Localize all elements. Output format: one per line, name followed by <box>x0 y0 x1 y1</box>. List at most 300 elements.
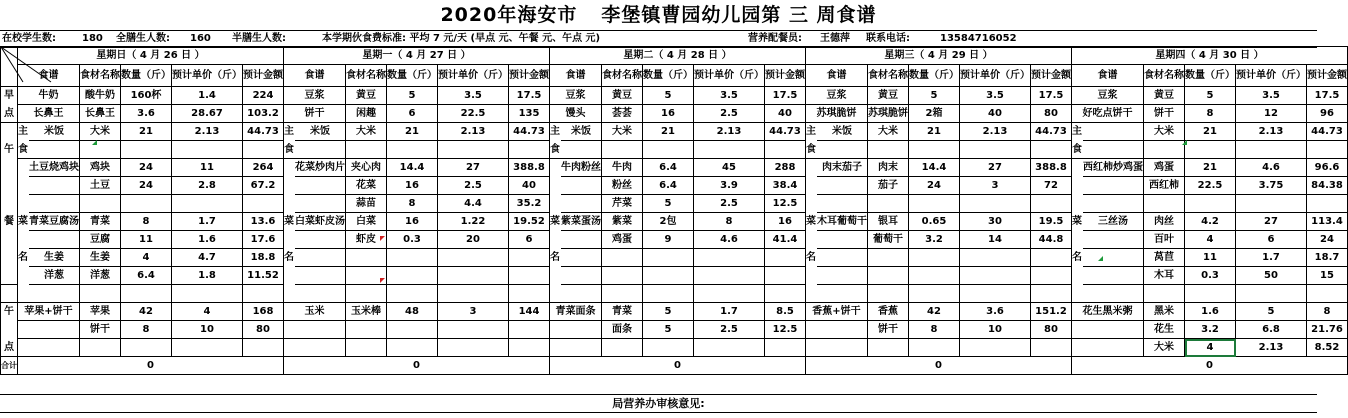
food-name[interactable] <box>1083 231 1144 249</box>
ingredient[interactable] <box>868 339 909 357</box>
food-name[interactable]: 豆浆 <box>284 87 346 105</box>
quantity[interactable]: 11 <box>121 231 172 249</box>
ingredient[interactable]: 黑米 <box>1144 303 1185 321</box>
section-lunch-bottom[interactable] <box>1 267 18 285</box>
amount[interactable]: 96 <box>1307 105 1348 123</box>
ingredient[interactable]: 青菜 <box>80 213 121 231</box>
quantity[interactable]: 2包 <box>643 213 694 231</box>
quantity[interactable]: 3.2 <box>909 231 960 249</box>
quantity[interactable]: 6.4 <box>121 267 172 285</box>
quantity[interactable]: 4 <box>121 249 172 267</box>
day-header-0[interactable]: 星期日（ 4 月 26 日 ） <box>18 47 284 65</box>
ingredient[interactable]: 长鼻王 <box>80 105 121 123</box>
unit-price[interactable]: 2.13 <box>172 123 243 141</box>
amount[interactable]: 44.73 <box>1031 123 1072 141</box>
amount[interactable] <box>509 321 550 339</box>
food-name[interactable]: 牛肉粉丝 <box>561 159 602 177</box>
unit-price[interactable]: 22.5 <box>438 105 509 123</box>
section-snack-mid[interactable] <box>1 321 18 339</box>
header-qty[interactable]: 数量（斤） <box>643 65 694 87</box>
sub-label[interactable]: 菜 <box>806 213 817 231</box>
unit-price[interactable] <box>438 249 509 267</box>
quantity[interactable] <box>1185 285 1236 303</box>
quantity[interactable] <box>643 285 694 303</box>
ingredient[interactable] <box>868 267 909 285</box>
quantity[interactable]: 21 <box>121 123 172 141</box>
sub-label-empty[interactable] <box>550 267 561 285</box>
amount[interactable]: 113.4 <box>1307 213 1348 231</box>
unit-price[interactable] <box>438 321 509 339</box>
food-name[interactable]: 香蕉+饼干 <box>806 303 868 321</box>
header-ingredient[interactable]: 食材名称 <box>80 65 121 87</box>
sub-label-empty[interactable] <box>806 177 817 195</box>
food-name[interactable]: 花生黑米粥 <box>1072 303 1144 321</box>
day-total[interactable]: 0 <box>1072 357 1348 375</box>
food-name[interactable]: 肉末茄子 <box>817 159 868 177</box>
quantity[interactable] <box>643 267 694 285</box>
quantity[interactable] <box>387 339 438 357</box>
food-name[interactable] <box>18 339 80 357</box>
selected-cell[interactable]: 4 <box>1185 339 1236 357</box>
ingredient[interactable]: 面条 <box>602 321 643 339</box>
quantity[interactable]: 8 <box>909 321 960 339</box>
header-food[interactable]: 食谱 <box>806 65 868 87</box>
amount[interactable] <box>509 141 550 159</box>
header-price[interactable]: 预计单价（斤） <box>172 65 243 87</box>
food-name[interactable] <box>29 285 80 303</box>
quantity[interactable]: 24 <box>909 177 960 195</box>
section-lunch-end[interactable] <box>1 285 18 303</box>
sub-label-empty[interactable] <box>284 177 295 195</box>
food-name[interactable] <box>284 339 346 357</box>
amount[interactable]: 12.5 <box>765 321 806 339</box>
day-header-1[interactable]: 星期一（ 4 月 27 日 ） <box>284 47 550 65</box>
amount[interactable]: 16 <box>765 213 806 231</box>
ingredient[interactable] <box>346 141 387 159</box>
amount[interactable]: 44.8 <box>1031 231 1072 249</box>
ingredient[interactable]: 酸牛奶 <box>80 87 121 105</box>
sub-label-empty[interactable] <box>1072 177 1083 195</box>
unit-price[interactable]: 8 <box>694 213 765 231</box>
quantity[interactable]: 3.6 <box>121 105 172 123</box>
unit-price[interactable]: 1.4 <box>172 87 243 105</box>
food-name[interactable] <box>1083 249 1144 267</box>
ingredient[interactable]: 粉丝 <box>602 177 643 195</box>
sub-label-empty[interactable] <box>284 159 295 177</box>
unit-price[interactable]: 2.5 <box>438 177 509 195</box>
unit-price[interactable] <box>1236 285 1307 303</box>
day-total[interactable]: 0 <box>284 357 550 375</box>
ingredient[interactable]: 牛肉 <box>602 159 643 177</box>
unit-price[interactable] <box>1236 195 1307 213</box>
food-name[interactable]: 米饭 <box>817 123 868 141</box>
sub-label-empty[interactable] <box>550 159 561 177</box>
day-total[interactable]: 0 <box>806 357 1072 375</box>
food-name[interactable] <box>561 267 602 285</box>
unit-price[interactable]: 4.6 <box>1236 159 1307 177</box>
food-name[interactable] <box>1083 123 1144 141</box>
unit-price[interactable]: 3.5 <box>960 87 1031 105</box>
amount[interactable] <box>765 285 806 303</box>
quantity[interactable]: 11 <box>1185 249 1236 267</box>
amount[interactable]: 41.4 <box>765 231 806 249</box>
food-name[interactable]: 青菜面条 <box>550 303 602 321</box>
ingredient[interactable]: 苹果 <box>80 303 121 321</box>
unit-price[interactable]: 27 <box>960 159 1031 177</box>
ingredient[interactable]: 木耳 <box>1144 267 1185 285</box>
food-name[interactable] <box>817 231 868 249</box>
unit-price[interactable] <box>694 249 765 267</box>
quantity[interactable]: 6.4 <box>643 159 694 177</box>
unit-price[interactable]: 1.7 <box>172 213 243 231</box>
food-name[interactable]: 西红柿炒鸡蛋 <box>1083 159 1144 177</box>
quantity[interactable] <box>387 249 438 267</box>
ingredient[interactable]: 芹菜 <box>602 195 643 213</box>
quantity[interactable]: 21 <box>387 123 438 141</box>
food-name[interactable] <box>284 321 346 339</box>
quantity[interactable]: 14.4 <box>387 159 438 177</box>
food-name[interactable] <box>561 195 602 213</box>
food-name[interactable] <box>29 177 80 195</box>
quantity[interactable]: 5 <box>643 321 694 339</box>
amount[interactable]: 84.38 <box>1307 177 1348 195</box>
quantity[interactable]: 24 <box>121 177 172 195</box>
section-lunch-bottom[interactable] <box>1 231 18 249</box>
amount[interactable]: 19.52 <box>509 213 550 231</box>
ingredient[interactable] <box>1144 195 1185 213</box>
section-breakfast-top[interactable]: 早 <box>1 87 18 105</box>
unit-price[interactable]: 10 <box>172 321 243 339</box>
quantity[interactable]: 6.4 <box>643 177 694 195</box>
unit-price[interactable]: 2.13 <box>960 123 1031 141</box>
ingredient[interactable]: 饼干 <box>1144 105 1185 123</box>
header-price[interactable]: 预计单价（斤） <box>438 65 509 87</box>
amount[interactable]: 103.2 <box>243 105 284 123</box>
amount[interactable]: 11.52 <box>243 267 284 285</box>
quantity[interactable]: 48 <box>387 303 438 321</box>
ingredient[interactable]: 银耳 <box>868 213 909 231</box>
amount[interactable]: 144 <box>509 303 550 321</box>
quantity[interactable]: 21 <box>909 123 960 141</box>
ingredient[interactable]: 蒜苗 <box>346 195 387 213</box>
ingredient[interactable] <box>868 141 909 159</box>
food-name[interactable]: 苹果+饼干 <box>18 303 80 321</box>
ingredient[interactable] <box>80 195 121 213</box>
food-name[interactable]: 洋葱 <box>29 267 80 285</box>
quantity[interactable]: 160杯 <box>121 87 172 105</box>
unit-price[interactable]: 14 <box>960 231 1031 249</box>
amount[interactable] <box>1031 339 1072 357</box>
sub-label[interactable]: 食 <box>18 141 29 159</box>
header-qty[interactable]: 数量（斤） <box>387 65 438 87</box>
total-label[interactable]: 合计 <box>1 357 18 375</box>
food-name[interactable] <box>817 249 868 267</box>
sub-label-empty[interactable] <box>806 195 817 213</box>
quantity[interactable]: 4.2 <box>1185 213 1236 231</box>
header-qty[interactable]: 数量（斤） <box>121 65 172 87</box>
header-qty[interactable]: 数量（斤） <box>909 65 960 87</box>
sub-label-empty[interactable] <box>806 285 817 303</box>
header-food[interactable]: 食谱 <box>18 65 80 87</box>
amount[interactable]: 17.5 <box>765 87 806 105</box>
unit-price[interactable]: 6.8 <box>1236 321 1307 339</box>
header-ingredient[interactable]: 食材名称 <box>602 65 643 87</box>
section-lunch-1[interactable]: 午 <box>1 141 18 159</box>
unit-price[interactable] <box>438 141 509 159</box>
food-name[interactable] <box>561 285 602 303</box>
amount[interactable] <box>243 339 284 357</box>
ingredient[interactable]: 荟荟 <box>602 105 643 123</box>
food-name[interactable] <box>1083 285 1144 303</box>
ingredient[interactable]: 鸡块 <box>80 159 121 177</box>
unit-price[interactable]: 10 <box>960 321 1031 339</box>
unit-price[interactable]: 4.4 <box>438 195 509 213</box>
quantity[interactable]: 0.3 <box>1185 267 1236 285</box>
unit-price[interactable]: 2.13 <box>694 123 765 141</box>
food-name[interactable] <box>295 285 346 303</box>
ingredient[interactable]: 香蕉 <box>868 303 909 321</box>
amount[interactable]: 8 <box>1307 303 1348 321</box>
amount[interactable]: 67.2 <box>243 177 284 195</box>
ingredient[interactable] <box>346 249 387 267</box>
unit-price[interactable] <box>172 195 243 213</box>
unit-price[interactable]: 30 <box>960 213 1031 231</box>
header-food[interactable]: 食谱 <box>550 65 602 87</box>
quantity[interactable] <box>121 339 172 357</box>
section-snack-top[interactable]: 午 <box>1 303 18 321</box>
ingredient[interactable] <box>602 285 643 303</box>
amount[interactable]: 40 <box>509 177 550 195</box>
food-name[interactable] <box>295 177 346 195</box>
food-name[interactable] <box>29 141 80 159</box>
unit-price[interactable] <box>960 285 1031 303</box>
students-value[interactable]: 180 <box>82 33 103 44</box>
amount[interactable]: 15 <box>1307 267 1348 285</box>
sub-label-empty[interactable] <box>550 231 561 249</box>
quantity[interactable]: 5 <box>387 87 438 105</box>
amount[interactable]: 224 <box>243 87 284 105</box>
sub-label[interactable]: 名 <box>284 249 295 267</box>
amount[interactable]: 21.76 <box>1307 321 1348 339</box>
unit-price[interactable] <box>172 339 243 357</box>
unit-price[interactable]: 1.6 <box>172 231 243 249</box>
ingredient[interactable] <box>346 321 387 339</box>
food-name[interactable]: 长鼻王 <box>18 105 80 123</box>
dietitian-value[interactable]: 王德萍 <box>820 33 850 44</box>
quantity[interactable] <box>909 195 960 213</box>
ingredient[interactable]: 莴苣 <box>1144 249 1185 267</box>
ingredient[interactable]: 肉末 <box>868 159 909 177</box>
food-name[interactable] <box>295 231 346 249</box>
ingredient[interactable]: 紫菜 <box>602 213 643 231</box>
food-name[interactable] <box>295 141 346 159</box>
food-name[interactable] <box>817 285 868 303</box>
section-lunch-bottom[interactable] <box>1 249 18 267</box>
quantity[interactable]: 5 <box>643 303 694 321</box>
food-name[interactable] <box>18 321 80 339</box>
sub-label-empty[interactable] <box>18 177 29 195</box>
unit-price[interactable]: 50 <box>1236 267 1307 285</box>
quantity[interactable] <box>909 141 960 159</box>
food-name[interactable]: 馒头 <box>550 105 602 123</box>
amount[interactable] <box>765 141 806 159</box>
unit-price[interactable]: 2.13 <box>1236 339 1307 357</box>
sub-label[interactable]: 食 <box>284 141 295 159</box>
amount[interactable]: 80 <box>1031 321 1072 339</box>
unit-price[interactable]: 1.7 <box>694 303 765 321</box>
quantity[interactable]: 8 <box>387 195 438 213</box>
full-value[interactable]: 160 <box>190 33 211 44</box>
food-name[interactable]: 紫菜蛋汤 <box>561 213 602 231</box>
ingredient[interactable]: 洋葱 <box>80 267 121 285</box>
sub-label-empty[interactable] <box>1072 159 1083 177</box>
ingredient[interactable]: 夹心肉 <box>346 159 387 177</box>
quantity[interactable]: 2箱 <box>909 105 960 123</box>
ingredient[interactable]: 鸡蛋 <box>1144 159 1185 177</box>
amount[interactable]: 17.6 <box>243 231 284 249</box>
ingredient[interactable]: 西红柿 <box>1144 177 1185 195</box>
food-name[interactable] <box>1083 177 1144 195</box>
amount[interactable]: 44.73 <box>243 123 284 141</box>
phone-value[interactable]: 13584716052 <box>940 33 1017 44</box>
ingredient[interactable]: 百叶 <box>1144 231 1185 249</box>
header-qty[interactable]: 数量（斤） <box>1185 65 1236 87</box>
sub-label[interactable]: 名 <box>1072 249 1083 267</box>
section-lunch-top[interactable] <box>1 123 18 141</box>
amount[interactable]: 12.5 <box>765 195 806 213</box>
header-price[interactable]: 预计单价（斤） <box>960 65 1031 87</box>
amount[interactable]: 17.5 <box>1307 87 1348 105</box>
amount[interactable] <box>243 285 284 303</box>
quantity[interactable] <box>121 141 172 159</box>
ingredient[interactable]: 玉米棒 <box>346 303 387 321</box>
quantity[interactable]: 8 <box>1185 105 1236 123</box>
quantity[interactable]: 16 <box>387 213 438 231</box>
food-name[interactable] <box>295 195 346 213</box>
food-name[interactable] <box>1072 339 1144 357</box>
unit-price[interactable] <box>694 285 765 303</box>
amount[interactable]: 72 <box>1031 177 1072 195</box>
amount[interactable]: 40 <box>765 105 806 123</box>
unit-price[interactable]: 2.5 <box>694 321 765 339</box>
sub-label[interactable]: 主 <box>806 123 817 141</box>
quantity[interactable] <box>1185 141 1236 159</box>
food-name[interactable]: 豆浆 <box>806 87 868 105</box>
food-name[interactable]: 好吃点饼干 <box>1072 105 1144 123</box>
ingredient[interactable]: 虾皮 <box>346 231 387 249</box>
sub-label[interactable]: 菜 <box>18 213 29 231</box>
ingredient[interactable]: 青菜 <box>602 303 643 321</box>
sub-label-empty[interactable] <box>550 177 561 195</box>
food-name[interactable] <box>1083 141 1144 159</box>
ingredient[interactable]: 黄豆 <box>346 87 387 105</box>
amount[interactable] <box>509 339 550 357</box>
sub-label[interactable]: 主 <box>284 123 295 141</box>
amount[interactable]: 8.5 <box>765 303 806 321</box>
ingredient[interactable]: 饼干 <box>80 321 121 339</box>
ingredient[interactable]: 大米 <box>1144 123 1185 141</box>
amount[interactable] <box>765 339 806 357</box>
ingredient[interactable]: 饼干 <box>868 321 909 339</box>
amount[interactable] <box>765 249 806 267</box>
quantity[interactable] <box>909 339 960 357</box>
amount[interactable]: 288 <box>765 159 806 177</box>
unit-price[interactable]: 27 <box>438 159 509 177</box>
header-ingredient[interactable]: 食材名称 <box>346 65 387 87</box>
ingredient[interactable]: 花菜 <box>346 177 387 195</box>
quantity[interactable]: 14.4 <box>909 159 960 177</box>
sub-label[interactable]: 名 <box>806 249 817 267</box>
food-name[interactable]: 三丝汤 <box>1083 213 1144 231</box>
ingredient[interactable]: 花生 <box>1144 321 1185 339</box>
section-lunch-2[interactable]: 餐 <box>1 213 18 231</box>
unit-price[interactable]: 20 <box>438 231 509 249</box>
day-total[interactable]: 0 <box>18 357 284 375</box>
ingredient[interactable] <box>80 285 121 303</box>
amount[interactable] <box>243 195 284 213</box>
ingredient[interactable] <box>346 285 387 303</box>
ingredient[interactable]: 白菜 <box>346 213 387 231</box>
food-name[interactable] <box>817 195 868 213</box>
food-name[interactable] <box>817 141 868 159</box>
unit-price[interactable]: 40 <box>960 105 1031 123</box>
ingredient[interactable]: 大米 <box>868 123 909 141</box>
unit-price[interactable] <box>172 285 243 303</box>
food-name[interactable] <box>561 231 602 249</box>
ingredient[interactable]: 葡萄干 <box>868 231 909 249</box>
header-amount[interactable]: 预计金额 <box>243 65 284 87</box>
quantity[interactable] <box>121 195 172 213</box>
quantity[interactable]: 42 <box>909 303 960 321</box>
header-food[interactable]: 食谱 <box>284 65 346 87</box>
amount[interactable] <box>243 141 284 159</box>
unit-price[interactable]: 1.22 <box>438 213 509 231</box>
day-header-3[interactable]: 星期三（ 4 月 29 日 ） <box>806 47 1072 65</box>
unit-price[interactable]: 4.7 <box>172 249 243 267</box>
quantity[interactable] <box>643 249 694 267</box>
amount[interactable] <box>509 249 550 267</box>
ingredient[interactable] <box>80 141 121 159</box>
quantity[interactable]: 6 <box>387 105 438 123</box>
sub-label[interactable]: 主 <box>18 123 29 141</box>
sub-label-empty[interactable] <box>284 195 295 213</box>
amount[interactable]: 17.5 <box>1031 87 1072 105</box>
quantity[interactable] <box>121 285 172 303</box>
ingredient[interactable] <box>602 267 643 285</box>
amount[interactable]: 80 <box>243 321 284 339</box>
section-lunch-mid[interactable] <box>1 159 18 177</box>
quantity[interactable]: 21 <box>1185 123 1236 141</box>
unit-price[interactable] <box>960 267 1031 285</box>
food-name[interactable] <box>561 177 602 195</box>
amount[interactable]: 44.73 <box>1307 123 1348 141</box>
unit-price[interactable]: 45 <box>694 159 765 177</box>
food-name[interactable] <box>550 339 602 357</box>
sub-label-empty[interactable] <box>18 159 29 177</box>
amount[interactable] <box>509 285 550 303</box>
unit-price[interactable]: 3.5 <box>694 87 765 105</box>
ingredient[interactable]: 黄豆 <box>602 87 643 105</box>
quantity[interactable]: 4 <box>1185 231 1236 249</box>
ingredient[interactable] <box>868 195 909 213</box>
quantity[interactable]: 8 <box>121 321 172 339</box>
sub-label-empty[interactable] <box>550 195 561 213</box>
ingredient[interactable] <box>602 141 643 159</box>
unit-price[interactable]: 3 <box>960 177 1031 195</box>
amount[interactable] <box>1307 141 1348 159</box>
sub-label[interactable]: 菜 <box>550 213 561 231</box>
amount[interactable] <box>1307 195 1348 213</box>
